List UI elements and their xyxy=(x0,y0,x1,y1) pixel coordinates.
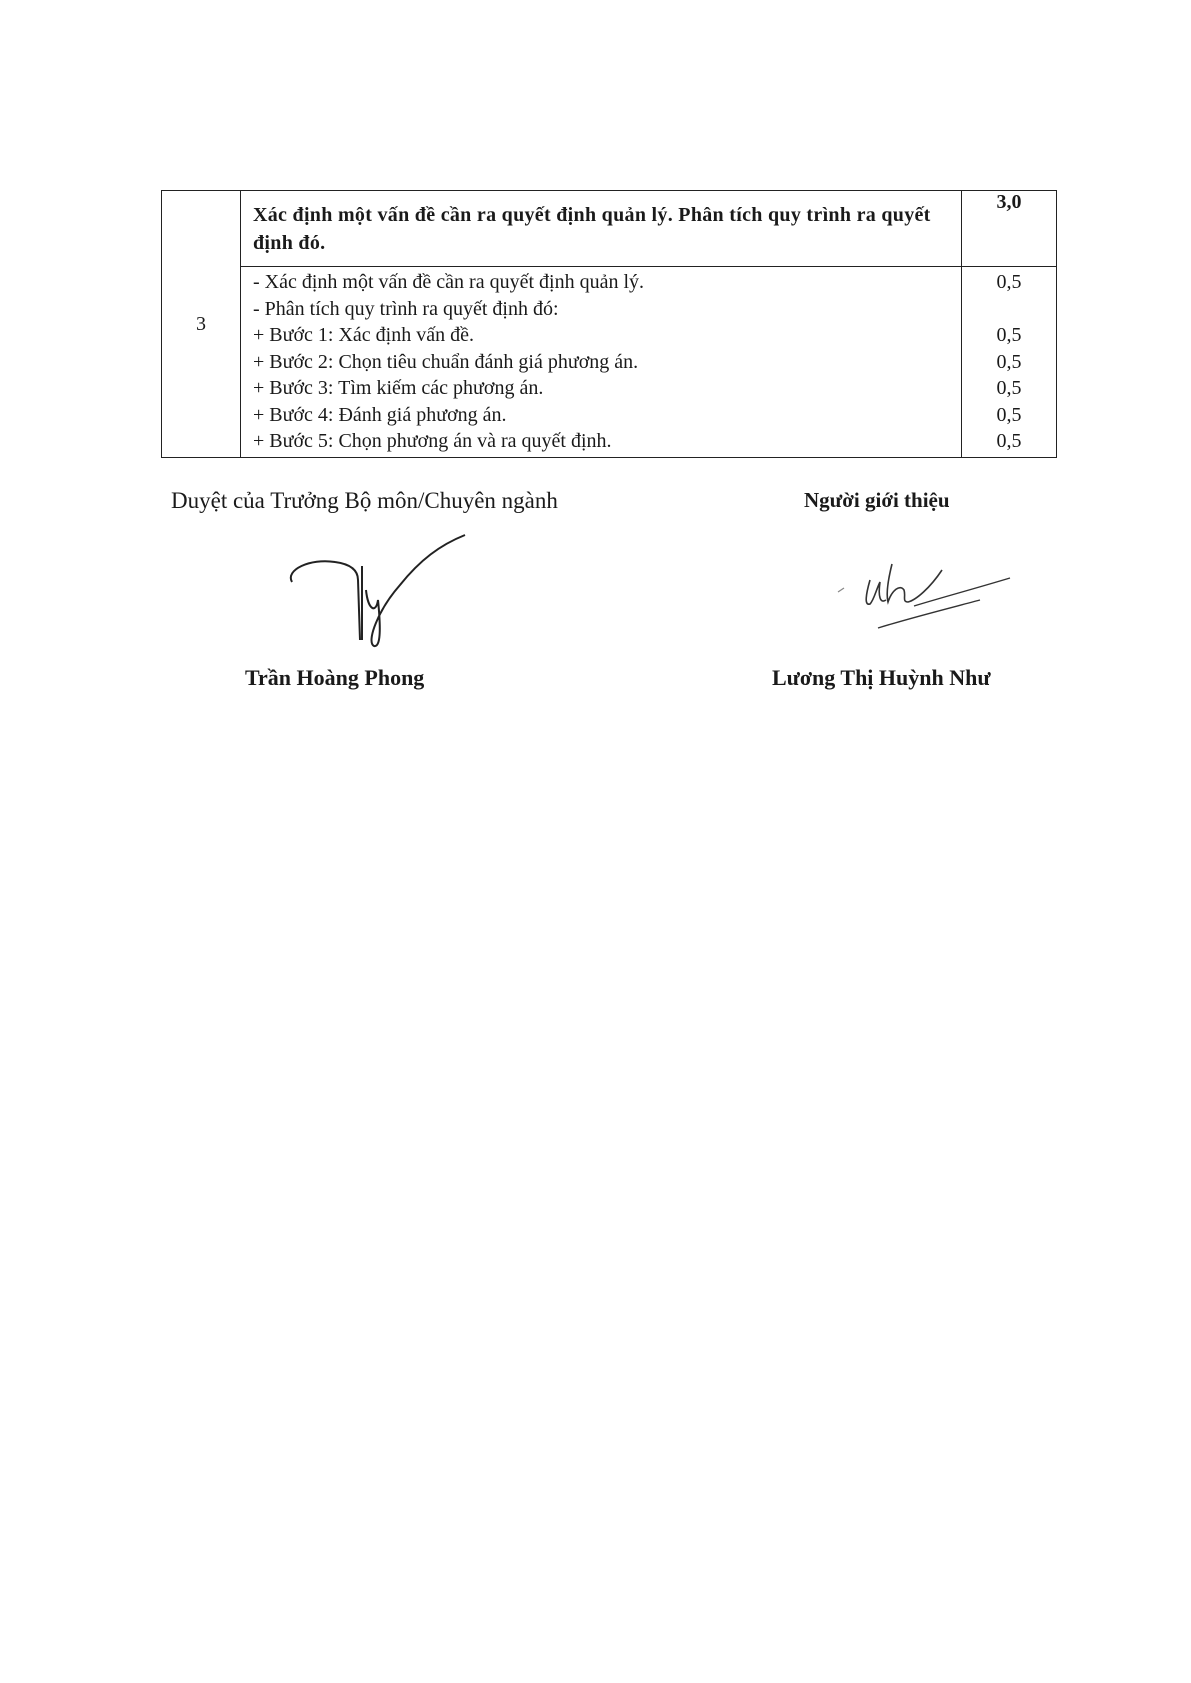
approver-caption: Duyệt của Trưởng Bộ môn/Chuyên ngành xyxy=(171,488,558,513)
question-number-cell xyxy=(162,191,241,457)
criteria-item: + Bước 4: Đánh giá phương án. xyxy=(253,403,507,426)
criteria-score: 0,5 xyxy=(996,403,1022,426)
criteria-list xyxy=(253,269,644,455)
criteria-score: 0,5 xyxy=(996,324,1022,346)
question-score: 3,0 xyxy=(996,191,1022,213)
criteria-item: + Bước 1: Xác định vấn đề. xyxy=(253,324,474,346)
introducer-caption: Người giới thiệu xyxy=(804,488,950,512)
approver-name: Trần Hoàng Phong xyxy=(245,665,425,690)
criteria-score xyxy=(962,296,1056,323)
answer-key-table xyxy=(161,190,1057,458)
introducer-name: Lương Thị Huỳnh Như xyxy=(772,665,991,690)
criteria-item: + Bước 5: Chọn phương án và ra quyết định. xyxy=(253,430,612,452)
criteria-item: - Xác định một vấn đề cần ra quyết định quản lý. xyxy=(253,271,644,293)
criteria-score: 0,5 xyxy=(996,377,1022,399)
question-text: Xác định một vấn đề cần ra quyết định quản lý. Phân tích quy trình ra quyết định đó. xyxy=(253,204,931,254)
score-list xyxy=(962,269,1056,455)
criteria-item: + Bước 2: Chọn tiêu chuẩn đánh giá phương án. xyxy=(253,350,639,373)
criteria-score: 0,5 xyxy=(996,430,1022,452)
criteria-score: 0,5 xyxy=(996,350,1022,373)
criteria-score: 0,5 xyxy=(996,271,1022,293)
introducer-signature xyxy=(830,560,1020,640)
score-column xyxy=(961,191,1056,457)
question-number: 3 xyxy=(196,313,206,335)
criteria-item: + Bước 3: Tìm kiếm các phương án. xyxy=(253,377,544,399)
content-column xyxy=(241,191,961,457)
approver-signature xyxy=(280,530,480,650)
criteria-item: - Phân tích quy trình ra quyết định đó: xyxy=(253,297,559,320)
question-score-cell xyxy=(962,191,1056,267)
question-row xyxy=(241,191,961,267)
